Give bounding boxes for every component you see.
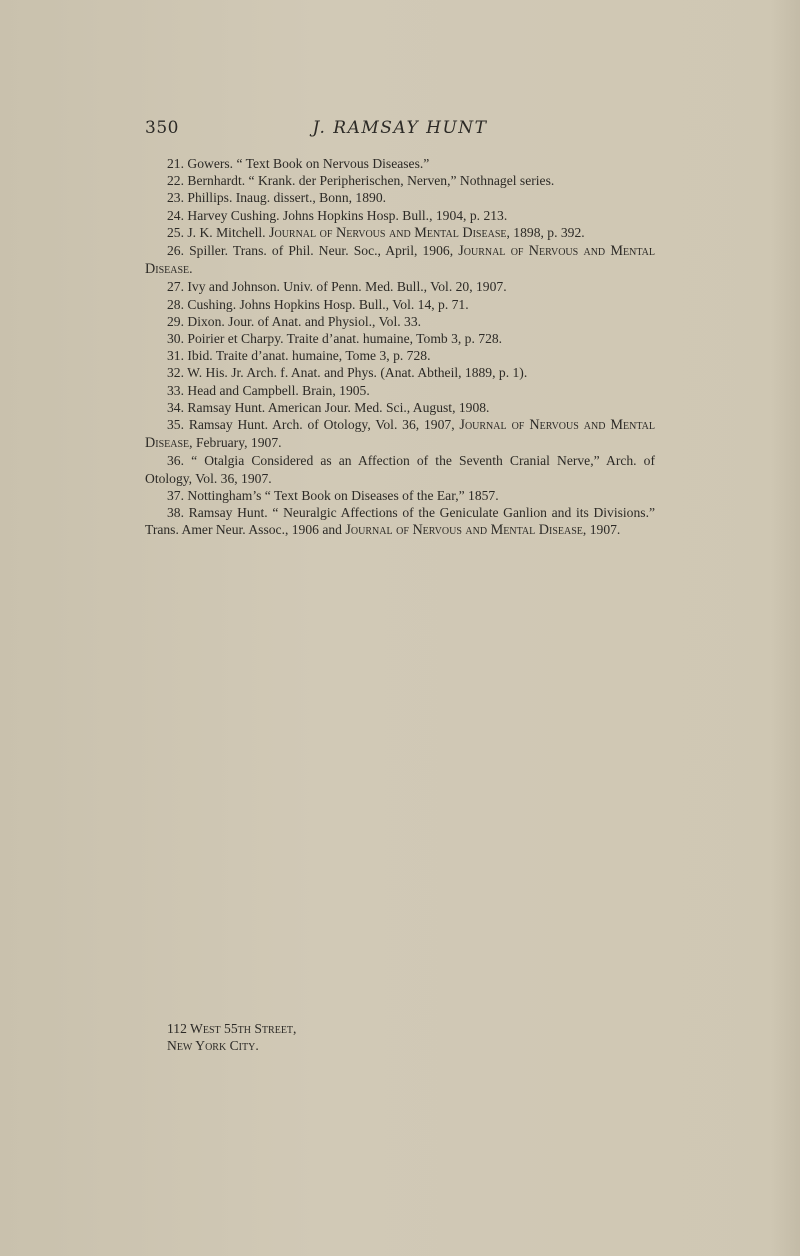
- address-line-street: 112 West 55th Street,: [167, 1021, 297, 1036]
- page-edge-shadow: [770, 0, 800, 1256]
- reference-item: 28. Cushing. Johns Hopkins Hosp. Bull., Vol. 14, p. 71.: [167, 296, 469, 312]
- reference-item: 29. Dixon. Jour. of Anat. and Physiol., Vol. 33.: [167, 313, 422, 329]
- reference-item: 36. “ Otalgia Considered as an Affection of the Seventh Cranial Nerve,” Arch. of Otology, Vol. 36, 1907.: [145, 453, 655, 486]
- reference-item: 21. Gowers. “ Text Book on Nervous Diseases.”: [167, 156, 430, 171]
- reference-item: 33. Head and Campbell. Brain, 1905.: [167, 382, 370, 398]
- reference-item: 24. Harvey Cushing. Johns Hopkins Hosp. Bull., 1904, p. 213.: [167, 207, 508, 223]
- reference-list: [145, 155, 655, 539]
- reference-item: 37. Nottingham’s “ Text Book on Diseases of the Ear,” 1857.: [167, 487, 499, 503]
- running-title: J. RAMSAY HUNT: [312, 118, 488, 138]
- reference-item: 26. Spiller. Trans. of Phil. Neur. Soc., April, 1906, Journal of Nervous and Mental Disease.: [145, 243, 656, 278]
- reference-item: 32. W. His. Jr. Arch. f. Anat. and Phys. (Anat. Abtheil, 1889, p. 1).: [167, 365, 528, 381]
- reference-item: 31. Ibid. Traite d’anat. humaine, Tome 3, p. 728.: [167, 348, 431, 364]
- reference-item: 34. Ramsay Hunt. American Jour. Med. Sci., August, 1908.: [167, 399, 490, 415]
- reference-item: 23. Phillips. Inaug. dissert., Bonn, 1890.: [167, 190, 387, 206]
- reference-item: 35. Ramsay Hunt. Arch. of Otology, Vol. 36, 1907, Journal of Nervous and Mental Disease, February, 1907.: [145, 417, 655, 452]
- reference-item: 27. Ivy and Johnson. Univ. of Penn. Med. Bull., Vol. 20, 1907.: [167, 279, 507, 295]
- reference-item: 25. J. K. Mitchell. Journal of Nervous and Mental Disease, 1898, p. 392.: [167, 224, 585, 241]
- reference-item: 38. Ramsay Hunt. “ Neuralgic Affections of the Geniculate Ganlion and its Divisions.” Trans. Amer Neur. Assoc., 1906 and Journal of Nervous and Mental Disease, 1907.: [145, 505, 655, 539]
- author-address: [167, 1020, 467, 1054]
- page-header: [145, 118, 655, 148]
- reference-item: 22. Bernhardt. “ Krank. der Peripherischen, Nerven,” Nothnagel series.: [167, 173, 555, 189]
- address-line-city: New York City.: [167, 1038, 259, 1054]
- reference-item: 30. Poirier et Charpy. Traite d’anat. humaine, Tomb 3, p. 728.: [167, 331, 503, 347]
- page-number: 350: [145, 118, 179, 138]
